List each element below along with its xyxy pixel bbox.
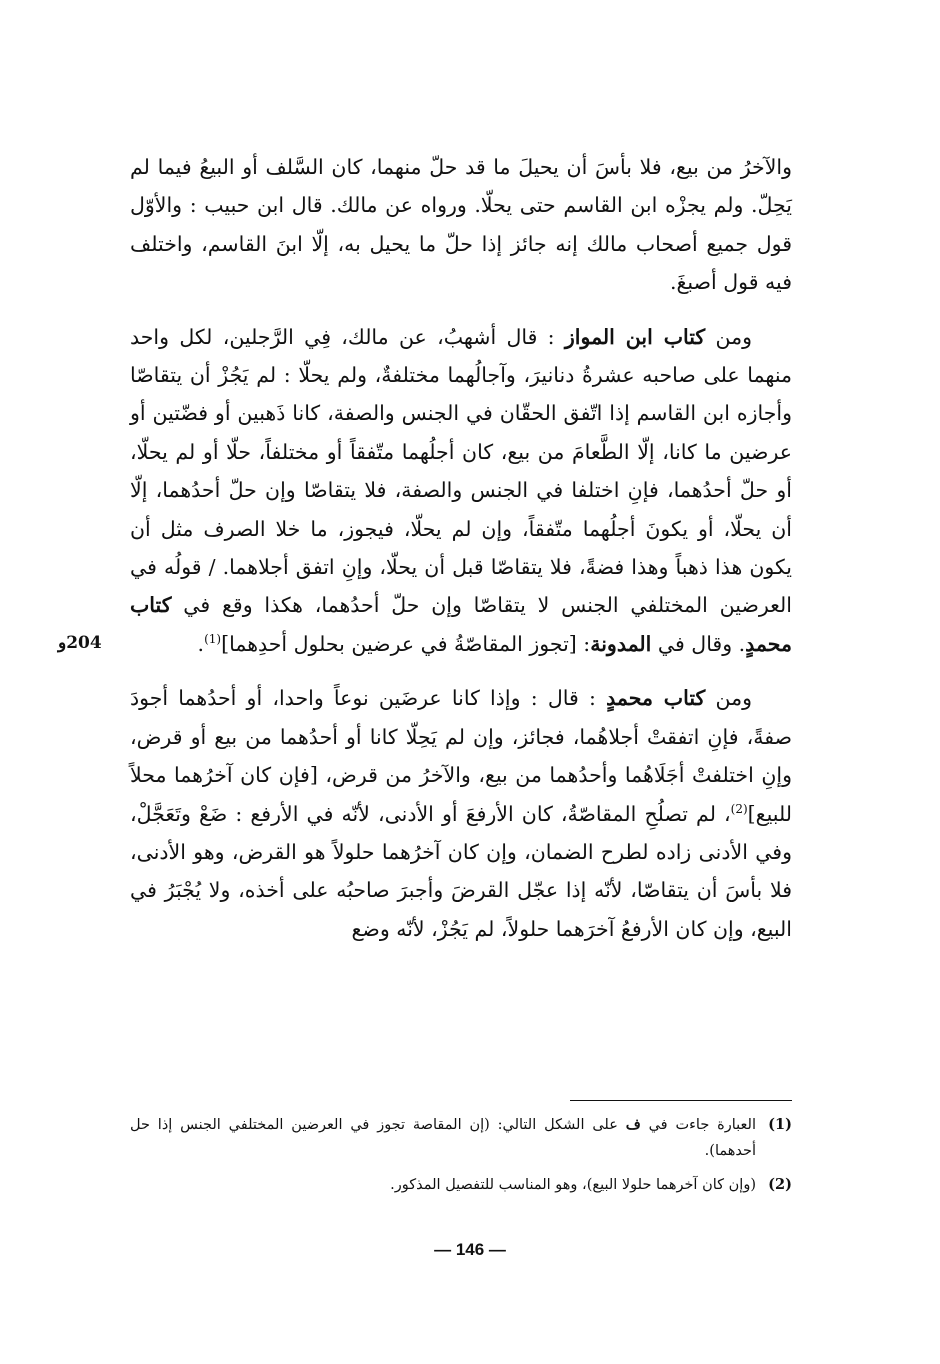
book-title-muhammad-2: كتاب محمدٍ [606,686,706,711]
footnote-ref-2: (2) [730,801,748,816]
paragraph-2-end: . [197,631,205,656]
footnote-2 [130,1172,792,1198]
manuscript-folio-note: 204و [58,633,102,653]
footnotes [130,1112,792,1206]
paragraph-3-text-1: : قال : وإذا كانا عرضَين نوعاً واحدا، أو أحدُهما أجودَ صفةً، فإنِ اتفقتْ أجلاهُما، فجائز، وإن لم يَحِلّا كانا أو أحدُهما من بيع أو قرض، وإنِ اختلفتْ أجَلَاهُما وأحدُهما من بيع، والآخرُ من قرض، [فإن كان آخرُهما محلاً للبيع] [130,686,792,826]
paragraph-1: والآخرُ من بيع، فلا بأسَ أن يحيلَ ما قد حلّ منهما، كان السَّلف أو البيعُ فيما لم يَحِلّ. ولم يجزْه ابن القاسم حتى يحلّا. ورواه عن مالك. قال ابن حبيب : والأوّل قول جميع أصحاب مالك إنه جائز إذا حلّ ما يحيل به، إلّا ابنَ القاسم، واختلف فيه قول أصبغَ. [130,155,792,295]
footnote-divider [570,1100,792,1101]
paragraph-2-text-3: : [تجوز المقاصّةُ في عرضين بحلول أحدِهما] [221,631,591,656]
paragraph-3-lead: ومن [715,686,752,711]
page-number: — 146 — [434,1240,506,1259]
paragraph-2-lead: ومن [715,324,752,349]
footnote-2-text: (وإن كان آخرهما حلولا البيع)، وهو المناسب للتفصيل المذكور. [390,1177,756,1193]
book-title-mudawwana: المدونة [590,631,652,656]
footnote-1-pre: العبارة جاءت في [640,1117,756,1133]
paragraph-2 [130,318,792,664]
footnote-1-number: (1) [768,1116,792,1133]
paragraph-2-text-1: : قال أشهبُ، عن مالك، فِي الرَّجلين، لكل واحد منهما على صاحبه عشرةُ دنانيرَ، وآجالُهما مختلفةٌ، ولم يحلّا : لم يَجُزْ أن يتقاصّا وأجازه ابن القاسم إذا اتّفق الحقّان في الجنس والصفة، كانا ذَهبين أو فضّتين أو عرضين ما كانا، إلّا الطَّعامَ من بيع، كان أجلُهما متّفقاً أو مختلفاً، حلّا أو لم يحلّا، أو حلّ أحدُهما، فإنِ اختلفا في الجنس والصفة، فلا يتقاصّا وإن حلّ أحدُهما، إلّا أن يحلّا، أو يكونَ أجلُهما متّفقاً، وإن لم يحلّا، فيجوز، ما خلا الصرف مثل أن يكون هذا ذهباً وهذا فضةً، فلا يتقاصّا قبل أن يحلّا، وإنِ اتفق أجلاهما. / قولُه في العرضين المختلفي الجنس لا يتقاصّا وإن حلّ أحدُهما، هكذا وقع في [130,324,792,618]
footnote-ref-1: (1) [204,632,222,647]
paragraph-2-text-2: . وقال في [651,631,746,656]
paragraph-3 [130,679,792,948]
book-title-ibn-al-mawwaz: كتاب ابن المواز [564,324,706,349]
main-text [130,148,792,948]
book-title-muhammad: كتاب محمدٍ [130,593,792,656]
paragraph-3-text-2: ، لم تصلُحِ المقاصّةُ، كان الأرفعَ أو الأدنى، لأنّه في الأرفع : ضَعْ وتَعَجَّلْ، وفي الأدنى زاده لطرح الضمان، وإن كان آخرُهما حلولاً هو القرض، وهو الأدنى، فلا بأسَ أن يتقاصّا، لأنّه إذا عجّل القرضَ وأجبرَ صاحبُه على أخذه، ولا يُجْبَرُ في البيع، وإن كان الأرفعُ آخرَهما حلولاً، لم يَجُزْ، لأنّه وضع [130,801,792,941]
footnote-1-body: على الشكل التالي: (إن المقاصة تجوز في العرضين المختلفي الجنس إذا حل أحدهما). [130,1117,756,1159]
footnote-1-sigla: ف [625,1116,641,1133]
footnote-1-text [130,1112,756,1164]
footnote-1 [130,1112,792,1164]
footnote-2-number: (2) [768,1176,792,1193]
